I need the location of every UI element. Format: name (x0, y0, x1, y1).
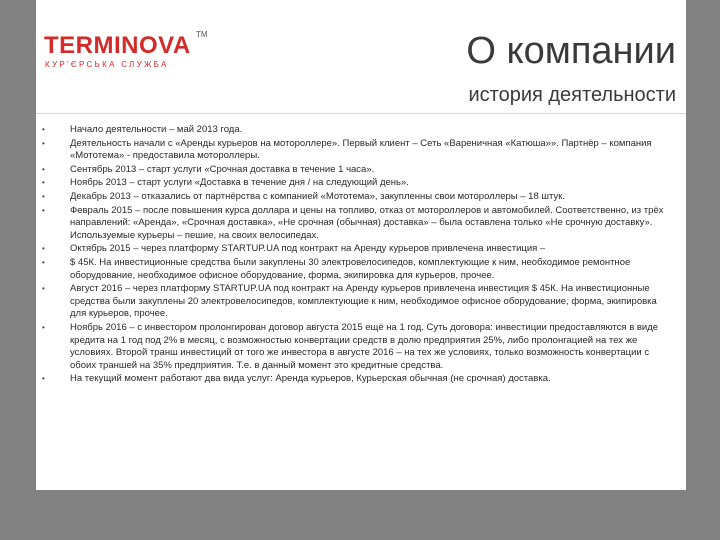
slide (36, 0, 686, 490)
history-item (36, 164, 686, 177)
terminova-logo (44, 30, 208, 72)
history-item (36, 138, 686, 163)
history-item-text: Деятельность начали с «Аренды курьеров на мотороллере». Первый клиент – Сеть «Вареничная «Катюша»». Партнёр – компания «Мототема» - предоставила мотороллеры. (70, 137, 652, 162)
history-item-text: Сентябрь 2013 – старт услуги «Срочная доставка в течение 1 часа». (70, 163, 375, 175)
history-item (36, 124, 686, 137)
page-title: О компании (466, 30, 676, 72)
history-item-text: $ 45К. На инвестиционные средства были закуплены 30 электровелосипедов, комплектующие к ним, необходимое ремонтное оборудование, необходимое офисное оборудование, форма, экипировка для курьеров, прочее. (70, 256, 631, 281)
history-item (36, 191, 686, 204)
history-content (36, 124, 686, 387)
slide-header (36, 0, 686, 113)
logo-trademark: TM (196, 30, 208, 39)
history-item (36, 257, 686, 282)
history-item-text: На текущий момент работают два вида услуг: Аренда курьеров, Курьерская обычная (не срочная) доставка. (70, 373, 551, 385)
header-divider (36, 113, 686, 114)
history-item (36, 243, 686, 256)
bullet-icon: • (42, 257, 45, 267)
bullet-icon: • (42, 138, 45, 148)
bullet-icon: • (42, 284, 45, 294)
bullet-icon: • (42, 374, 45, 384)
logo-wordmark: TERMINOVA (44, 32, 191, 59)
history-item-text: Октябрь 2015 – через платформу STARTUP.UA под контракт на Аренду курьеров привлечена инвестиция – (70, 243, 546, 255)
page-subtitle: история деятельности (468, 84, 676, 106)
history-item-text: Ноябрь 2013 – старт услуги «Доставка в течение дня / на следующий день». (70, 177, 409, 189)
history-item-text: Август 2016 – через платформу STARTUP.UA под контракт на Аренду курьеров привлечена инвестиция $ 45К. На инвестиционные средства были закуплены 20 электровелосипедов, комплектующие к ним, необходимое офисное оборудование, форма, экипировка для курьеров, прочее. (70, 283, 657, 320)
history-item-text: Февраль 2015 – после повышения курса доллара и цены на топливо, отказ от мотороллеров и автомобилей. Соответственно, из трёх направлений: «Аренда», «Срочная доставка», «Не срочная (обычная) доставка» – была оставлена только «Не срочную доставку». Используемые курьеры – пешие, на своих велосипедах. (70, 204, 664, 241)
history-item (36, 322, 686, 372)
history-item-text: Декабрь 2013 – отказались от партнёрства с компанией «Мототема», закупленны свои мотороллеры – 18 штук. (70, 190, 566, 202)
bullet-icon: • (42, 191, 45, 201)
bullet-icon: • (42, 164, 45, 174)
bullet-icon: • (42, 205, 45, 215)
history-item-text: Начало деятельности – май 2013 года. (70, 124, 243, 135)
history-item (36, 373, 686, 386)
bullet-icon: • (42, 178, 45, 188)
history-list (36, 124, 686, 386)
history-item (36, 205, 686, 243)
history-item (36, 177, 686, 190)
logo-tagline: КУР'ЄРСЬКА СЛУЖБА (45, 60, 169, 69)
bullet-icon: • (42, 244, 45, 254)
bullet-icon: • (42, 125, 45, 134)
history-item-text: Ноябрь 2016 – с инвестором пролонгирован договор августа 2015 ещё на 1 год. Суть договора: инвестиции предоставляются в виде кредита на 1 год под 2% в месяц, с возможностью конвертации средств в долю предприятия 25%, либо пролонгацией на тех же условиях. Второй транш инвестиций от того же инвестора в августе 2016 – на тех же условиях, только возможность конвертации с обоих траншей на 35% предприятия. Т.е. в данный момент это кредитные средства. (70, 321, 659, 371)
history-item (36, 283, 686, 321)
bullet-icon: • (42, 322, 45, 332)
